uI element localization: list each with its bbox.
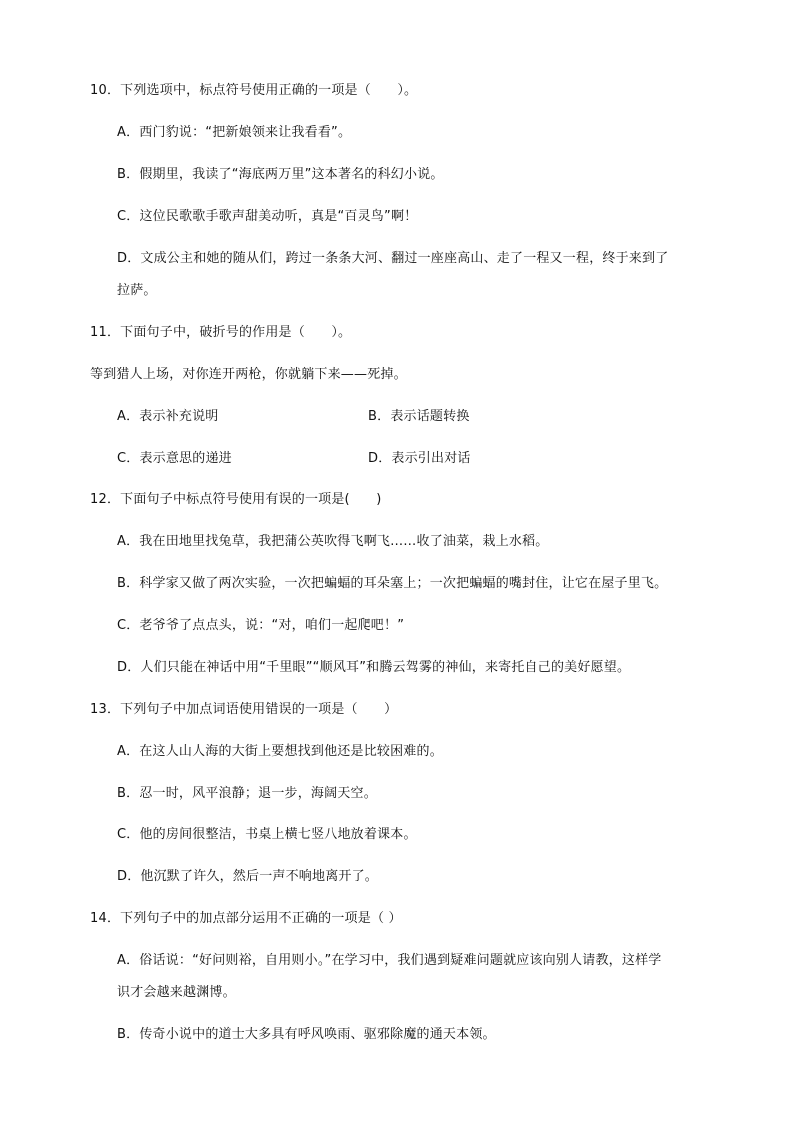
question-12-option-c: C．老爷爷了点点头，说：“对，咱们一起爬吧！” bbox=[117, 618, 405, 633]
question-11-option-a: A．表示补充说明 bbox=[117, 409, 219, 424]
question-14-option-a-continued: 识才会越来越渊博。 bbox=[117, 985, 236, 1000]
question-12-option-d: D．人们只能在神话中用“千里眼”“顺风耳”和腾云驾雾的神仙，来寄托自己的美好愿望。 bbox=[117, 660, 631, 675]
question-13-option-d: D．他沉默了许久，然后一声不响地离开了。 bbox=[117, 869, 379, 884]
question-11-stem: 11．下面句子中，破折号的作用是（ ）。 bbox=[90, 325, 352, 340]
question-14-option-b: B．传奇小说中的道士大多具有呼风唤雨、驱邪除魔的通天本领。 bbox=[117, 1027, 496, 1042]
question-13-option-b: B．忍一时，风平浪静；退一步，海阔天空。 bbox=[117, 786, 377, 801]
question-13-option-c: C．他的房间很整洁，书桌上横七竖八地放着课本。 bbox=[117, 827, 417, 842]
question-12-option-b: B．科学家又做了两次实验，一次把蝙蝠的耳朵塞上；一次把蝙蝠的嘴封住，让它在屋子里飞。 bbox=[117, 576, 668, 591]
question-12-option-a: A．我在田地里找兔草，我把蒲公英吹得飞啊飞……收了油菜，栽上水稻。 bbox=[117, 534, 549, 549]
question-10-option-d: D．文成公主和她的随从们，跨过一条条大河、翻过一座座高山、走了一程又一程，终于来到了 bbox=[117, 251, 669, 266]
question-11-sentence: 等到猎人上场，对你连开两枪，你就躺下来——死掉。 bbox=[90, 367, 407, 382]
question-11-option-d: D．表示引出对话 bbox=[368, 451, 471, 466]
question-14-option-a: A．俗话说：“好问则裕，自用则小。”在学习中，我们遇到疑难问题就应该向别人请教，这样学 bbox=[117, 953, 662, 968]
question-10-option-c: C．这位民歌歌手歌声甜美动听，真是“百灵鸟”啊！ bbox=[117, 209, 418, 224]
question-14-stem: 14．下列句子中的加点部分运用不正确的一项是（ ） bbox=[90, 911, 402, 926]
question-13-option-a: A．在这人山人海的大街上要想找到他还是比较困难的。 bbox=[117, 744, 443, 759]
question-12-stem: 12．下面句子中标点符号使用有误的一项是( ) bbox=[90, 492, 382, 507]
question-10-option-a: A．西门豹说：“把新娘领来让我看看”。 bbox=[117, 125, 352, 140]
question-11-option-c: C．表示意思的递进 bbox=[117, 451, 232, 466]
question-13-stem: 13．下列句子中加点词语使用错误的一项是（ ） bbox=[90, 702, 398, 717]
question-10-stem: 10．下列选项中，标点符号使用正确的一项是（ ）。 bbox=[90, 83, 418, 98]
question-10-option-d-continued: 拉萨。 bbox=[117, 283, 157, 298]
question-11-option-b: B．表示话题转换 bbox=[368, 409, 470, 424]
question-10-option-b: B．假期里，我读了“海底两万里”这本著名的科幻小说。 bbox=[117, 167, 444, 182]
